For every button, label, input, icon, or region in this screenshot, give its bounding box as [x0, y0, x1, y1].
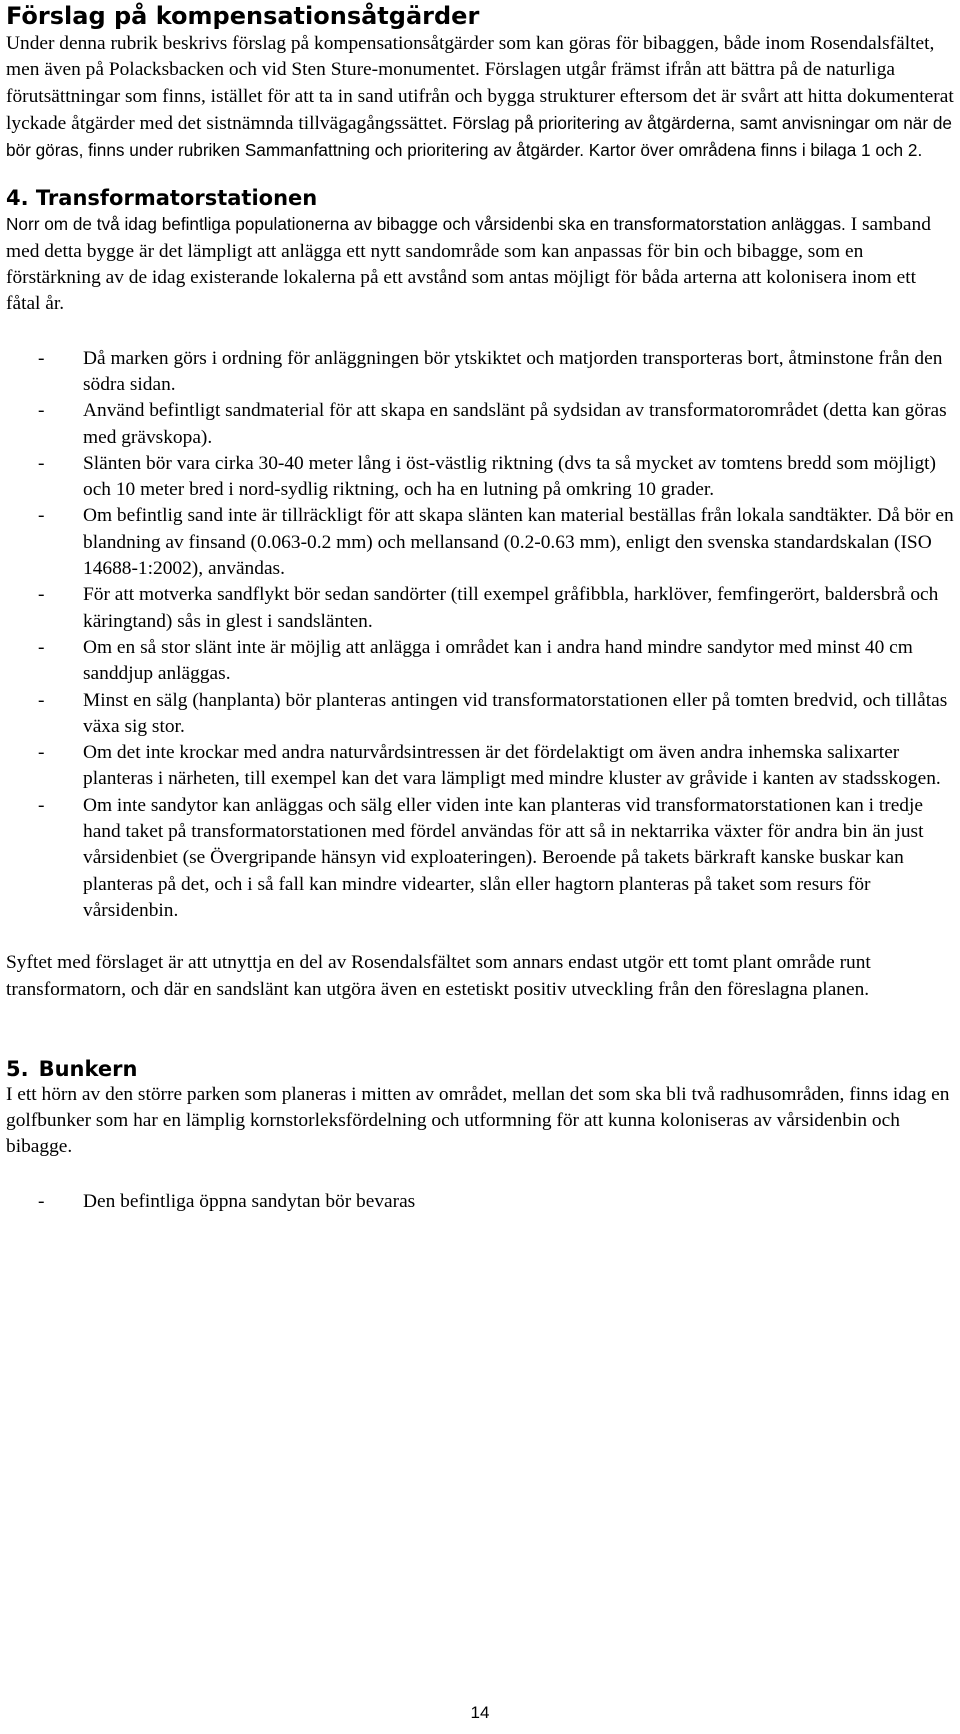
list-item	[6, 503, 954, 582]
list-item	[6, 1189, 954, 1215]
bunkern-action-list	[6, 1189, 954, 1215]
dash-marker: -	[38, 505, 45, 527]
transformator-action-list	[6, 346, 954, 925]
section-5-number: 5.	[6, 1056, 29, 1081]
dash-marker: -	[38, 742, 45, 764]
paragraph-transformator-part1: Norr om de två idag befintliga populationerna av bibagge och vårsidenbi ska en transformatorstation anläggas.	[6, 214, 846, 235]
list-item-text: Då marken görs i ordning för anläggningen bör ytskiktet och matjorden transporteras bort, åtminstone från den södra sidan.	[83, 347, 943, 395]
dash-marker: -	[38, 689, 45, 711]
page-number: 14	[470, 1703, 490, 1722]
section-4-title: Transformatorstationen	[35, 186, 318, 211]
dash-marker: -	[38, 636, 45, 658]
paragraph-kompensation-part1: Under denna rubrik beskrivs förslag på kompensationsåtgärder som kan göras för bibaggen, både inom Rosendalsfältet, men även på Polacksbacken och vid Sten Sture-monumentet. Förslagen utgår främst ifrån att bättra på de naturliga förutsättningar som finns, istället för att ta in sand utifrån och bygga strukturer eftersom det är svårt att hitta dokumenterat lyckade åtgärder med det sistnämnda tillvägagångssättet.	[6, 33, 954, 134]
paragraph-transformator-intro	[6, 211, 954, 317]
list-item-text: Använd befintligt sandmaterial för att skapa en sandslänt på sydsidan av transformatorområdet (detta kan göras med grävskopa).	[83, 400, 947, 448]
list-item	[6, 346, 954, 399]
list-item-text: Den befintliga öppna sandytan bör bevaras	[83, 1190, 416, 1212]
list-item-text: Minst en sälg (hanplanta) bör planteras antingen vid transformatorstationen eller på tomten bredvid, och tillåtas växa sig stor.	[83, 689, 948, 737]
heading-section-5	[6, 1056, 954, 1082]
dash-marker: -	[38, 452, 45, 474]
heading-section-4	[6, 185, 954, 211]
dash-marker: -	[38, 347, 45, 369]
list-item	[6, 635, 954, 688]
section-4-number: 4.	[6, 186, 29, 211]
heading-kompensationsatgarder: Förslag på kompensationsåtgärder	[6, 2, 480, 30]
list-item	[6, 582, 954, 635]
list-item-text: Om en så stor slänt inte är möjlig att anlägga i området kan i andra hand mindre sandytor med minst 40 cm sanddjup anläggas.	[83, 636, 913, 685]
dash-marker: -	[38, 794, 45, 816]
paragraph-kompensation-intro	[6, 31, 954, 164]
list-item	[6, 740, 954, 793]
document-page	[6, 0, 954, 1215]
paragraph-kompensation-part2: Förslag på prioritering av åtgärderna, samt anvisningar om när de bör göras, finns under rubriken Sammanfattning och prioritering av åtgärder. Kartor över områdena finns i bilaga 1 och 2.	[6, 112, 952, 161]
list-item-text: För att motverka sandflykt bör sedan sandörter (till exempel gråfibbla, harklöver, femfingerört, baldersbrå och käringtand) sås in glest i sandslänten.	[83, 584, 939, 632]
paragraph-transformator-closing: Syftet med förslaget är att utnyttja en del av Rosendalsfältet som annars endast utgör ett tomt plant område runt transformatorn, och där en sandslänt kan utgöra även en estetiskt positiv utveckling från den föreslagna planen.	[6, 952, 871, 1000]
list-item-text: Om inte sandytor kan anläggas och sälg eller viden inte kan planteras vid transformatorstationen kan i tredje hand taket på transformatorstationen med fördel användas för att så in nektarrika växter för andra bin än just vårsidenbiet (se Övergripande hänsyn vid exploateringen). Beroende på takets bärkraft kanske buskar kan planteras på det, och i så fall kan mindre videarter, slån eller hagtorn planteras på taket som resurs för vårsidenbin.	[83, 794, 924, 921]
list-item-text: Slänten bör vara cirka 30-40 meter lång i öst-västlig riktning (dvs ta så mycket av tomtens bredd som möjligt) och 10 meter bred i nord-sydlig riktning, och ha en lutning på omkring 10 grader.	[83, 452, 936, 501]
paragraph-bunkern-intro: I ett hörn av den större parken som planeras i mitten av området, mellan det som ska bli två radhusområden, finns idag en golfbunker som har en lämplig kornstorleksfördelning och utformning för att kunna koloniseras av vårsidenbin och bibagge.	[6, 1083, 950, 1158]
dash-marker: -	[38, 584, 45, 606]
paragraph-transformator-part2: I samband med detta bygge är det lämpligt att anlägga ett nytt sandområde som kan anpassas för bin och bibagge, som en förstärkning av de idag existerande lokalerna på ett avstånd som antas möjligt för båda arterna att kolonisera inom ett fåtal år.	[6, 214, 931, 315]
section-5-title: Bunkern	[38, 1056, 138, 1081]
list-item	[6, 688, 954, 741]
list-item-text: Om befintlig sand inte är tillräckligt för att skapa slänten kan material beställas från lokala sandtäkter. Då bör en blandning av finsand (0.063-0.2 mm) och mellansand (0.2-0.63 mm), enligt den svenska standardskalan (ISO 14688-1:2002), användas.	[83, 505, 954, 580]
list-item	[6, 451, 954, 504]
list-item	[6, 793, 954, 924]
list-item-text: Om det inte krockar med andra naturvårdsintressen är det fördelaktigt om även andra inhemska salixarter planteras i närheten, till exempel kan det vara lämpligt med mindre kluster av gråvide i kanten av stadsskogen.	[83, 742, 941, 790]
list-item	[6, 398, 954, 451]
dash-marker: -	[38, 1190, 45, 1212]
dash-marker: -	[38, 400, 45, 422]
